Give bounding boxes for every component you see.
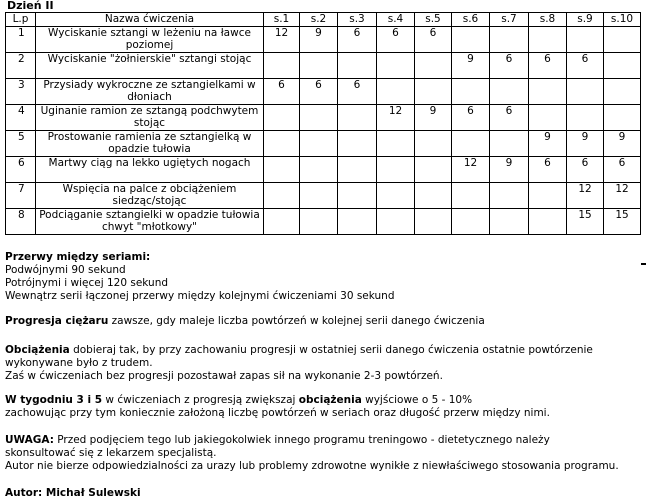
table-header-cell: s.1 bbox=[264, 13, 300, 27]
set-reps-cell bbox=[377, 157, 415, 183]
table-header-cell: s.10 bbox=[604, 13, 641, 27]
exercise-name: Wyciskanie "żołnierskie" sztangi stojąc bbox=[36, 53, 264, 79]
exercise-name: Wspięcia na palce z obciążeniem siedząc/stojąc bbox=[36, 183, 264, 209]
set-reps-cell: 6 bbox=[529, 157, 567, 183]
exercise-name: Przysiady wykroczne ze sztangielkami w dłoniach bbox=[36, 79, 264, 105]
set-reps-cell bbox=[264, 131, 300, 157]
week-mid: w ćwiczeniach z progresją zwiększaj bbox=[102, 394, 299, 406]
set-reps-cell bbox=[415, 53, 452, 79]
set-reps-cell: 6 bbox=[338, 79, 377, 105]
set-reps-cell: 6 bbox=[604, 157, 641, 183]
set-reps-cell: 6 bbox=[567, 157, 604, 183]
set-reps-cell bbox=[338, 105, 377, 131]
row-number: 7 bbox=[6, 183, 36, 209]
set-reps-cell bbox=[264, 183, 300, 209]
author: Autor: Michał Sulewski bbox=[5, 487, 141, 499]
breaks-line-1: Podwójnymi 90 sekund bbox=[5, 264, 126, 276]
set-reps-cell bbox=[300, 53, 338, 79]
table-row bbox=[6, 209, 641, 235]
table-row bbox=[6, 79, 641, 105]
exercise-name: Prostowanie ramienia ze sztangielką w opadzie tułowia bbox=[36, 131, 264, 157]
set-reps-cell bbox=[604, 27, 641, 53]
progression-label: Progresja ciężaru bbox=[5, 315, 109, 327]
row-number: 3 bbox=[6, 79, 36, 105]
set-reps-cell: 9 bbox=[490, 157, 529, 183]
set-reps-cell bbox=[415, 183, 452, 209]
set-reps-cell bbox=[300, 183, 338, 209]
table-row bbox=[6, 53, 641, 79]
set-reps-cell: 6 bbox=[490, 105, 529, 131]
table-header-cell: s.5 bbox=[415, 13, 452, 27]
set-reps-cell bbox=[529, 27, 567, 53]
week-line-1 bbox=[5, 394, 472, 406]
set-reps-cell bbox=[490, 131, 529, 157]
set-reps-cell bbox=[567, 105, 604, 131]
set-reps-cell bbox=[377, 79, 415, 105]
loads-label: Obciążenia bbox=[5, 344, 70, 356]
loads-text-1: dobieraj tak, by przy zachowaniu progresji w ostatniej serii danego ćwiczenia ostatnie powtórzenie bbox=[69, 344, 593, 356]
set-reps-cell: 6 bbox=[490, 53, 529, 79]
set-reps-cell: 9 bbox=[529, 131, 567, 157]
loads-line-1 bbox=[5, 344, 593, 356]
set-reps-cell bbox=[529, 183, 567, 209]
set-reps-cell bbox=[452, 209, 490, 235]
set-reps-cell bbox=[567, 79, 604, 105]
exercise-name: Uginanie ramion ze sztangą podchwytem stojąc bbox=[36, 105, 264, 131]
set-reps-cell: 6 bbox=[567, 53, 604, 79]
table-header-cell: Nazwa ćwiczenia bbox=[36, 13, 264, 27]
row-number: 1 bbox=[6, 27, 36, 53]
row-number: 4 bbox=[6, 105, 36, 131]
set-reps-cell: 9 bbox=[300, 27, 338, 53]
set-reps-cell: 12 bbox=[264, 27, 300, 53]
row-number: 5 bbox=[6, 131, 36, 157]
week-label-2: obciążenia bbox=[298, 394, 362, 406]
table-row bbox=[6, 105, 641, 131]
set-reps-cell bbox=[567, 27, 604, 53]
set-reps-cell: 6 bbox=[338, 27, 377, 53]
set-reps-cell bbox=[490, 79, 529, 105]
set-reps-cell: 12 bbox=[452, 157, 490, 183]
set-reps-cell bbox=[300, 209, 338, 235]
warning-line-1 bbox=[5, 434, 550, 446]
row-number: 2 bbox=[6, 53, 36, 79]
progression-paragraph bbox=[5, 315, 485, 327]
set-reps-cell bbox=[338, 209, 377, 235]
table-header-cell: s.7 bbox=[490, 13, 529, 27]
set-reps-cell: 6 bbox=[415, 27, 452, 53]
set-reps-cell: 6 bbox=[452, 105, 490, 131]
set-reps-cell bbox=[490, 183, 529, 209]
set-reps-cell bbox=[452, 27, 490, 53]
set-reps-cell: 9 bbox=[604, 131, 641, 157]
set-reps-cell bbox=[490, 27, 529, 53]
set-reps-cell: 12 bbox=[377, 105, 415, 131]
set-reps-cell bbox=[490, 209, 529, 235]
table-header-cell: s.3 bbox=[338, 13, 377, 27]
set-reps-cell bbox=[452, 131, 490, 157]
set-reps-cell: 12 bbox=[604, 183, 641, 209]
table-header-row bbox=[6, 13, 641, 27]
set-reps-cell: 12 bbox=[567, 183, 604, 209]
set-reps-cell bbox=[415, 131, 452, 157]
table-header-cell: s.8 bbox=[529, 13, 567, 27]
set-reps-cell: 6 bbox=[529, 53, 567, 79]
set-reps-cell bbox=[604, 105, 641, 131]
set-reps-cell bbox=[529, 209, 567, 235]
progression-text: zawsze, gdy maleje liczba powtórzeń w kolejnej serii danego ćwiczenia bbox=[108, 315, 485, 327]
row-number: 8 bbox=[6, 209, 36, 235]
set-reps-cell bbox=[338, 131, 377, 157]
set-reps-cell: 6 bbox=[264, 79, 300, 105]
exercise-name: Martwy ciąg na lekko ugiętych nogach bbox=[36, 157, 264, 183]
table-row bbox=[6, 27, 641, 53]
breaks-line-2: Potrójnymi i więcej 120 sekund bbox=[5, 277, 169, 289]
week-line-2: zachowując przy tym koniecznie założoną liczbę powtórzeń w seriach oraz długość przerw między nimi. bbox=[5, 407, 550, 419]
warning-label: UWAGA: bbox=[5, 434, 54, 446]
table-header-cell: L.p bbox=[6, 13, 36, 27]
set-reps-cell bbox=[415, 157, 452, 183]
set-reps-cell bbox=[338, 157, 377, 183]
set-reps-cell bbox=[300, 157, 338, 183]
set-reps-cell bbox=[452, 79, 490, 105]
table-row bbox=[6, 157, 641, 183]
week-label: W tygodniu 3 i 5 bbox=[5, 394, 103, 406]
set-reps-cell: 9 bbox=[452, 53, 490, 79]
margin-dash bbox=[641, 263, 646, 265]
warning-line-2: skonsultować się z lekarzem specjalistą. bbox=[5, 447, 217, 459]
set-reps-cell bbox=[415, 79, 452, 105]
set-reps-cell bbox=[604, 53, 641, 79]
day-title: Dzień II bbox=[7, 0, 54, 12]
set-reps-cell: 6 bbox=[377, 27, 415, 53]
week-tail: wyjściowe o 5 - 10% bbox=[361, 394, 473, 406]
set-reps-cell bbox=[264, 105, 300, 131]
table-header-cell: s.2 bbox=[300, 13, 338, 27]
warning-line-3: Autor nie bierze odpowiedzialności za urazy lub problemy zdrowotne wynikłe z niewłaściwego stosowania programu. bbox=[5, 460, 619, 472]
loads-line-3: Zaś w ćwiczeniach bez progresji pozostawał zapas sił na wykonanie 2-3 powtórzeń. bbox=[5, 370, 443, 382]
row-number: 6 bbox=[6, 157, 36, 183]
set-reps-cell bbox=[264, 53, 300, 79]
set-reps-cell bbox=[300, 105, 338, 131]
set-reps-cell bbox=[604, 79, 641, 105]
set-reps-cell: 6 bbox=[300, 79, 338, 105]
set-reps-cell bbox=[377, 53, 415, 79]
table-header-cell: s.9 bbox=[567, 13, 604, 27]
table-row bbox=[6, 183, 641, 209]
set-reps-cell: 9 bbox=[415, 105, 452, 131]
breaks-line-3: Wewnątrz serii łączonej przerwy między kolejnymi ćwiczeniami 30 sekund bbox=[5, 290, 395, 302]
exercise-name: Podciąganie sztangielki w opadzie tułowia chwyt "młotkowy" bbox=[36, 209, 264, 235]
exercise-name: Wyciskanie sztangi w leżeniu na ławce poziomej bbox=[36, 27, 264, 53]
set-reps-cell: 15 bbox=[567, 209, 604, 235]
set-reps-cell bbox=[300, 131, 338, 157]
set-reps-cell bbox=[452, 183, 490, 209]
table-row bbox=[6, 131, 641, 157]
set-reps-cell bbox=[377, 209, 415, 235]
set-reps-cell: 9 bbox=[567, 131, 604, 157]
set-reps-cell bbox=[415, 209, 452, 235]
exercise-table-body bbox=[6, 13, 641, 235]
set-reps-cell bbox=[529, 79, 567, 105]
set-reps-cell bbox=[529, 105, 567, 131]
set-reps-cell bbox=[264, 209, 300, 235]
set-reps-cell bbox=[377, 183, 415, 209]
set-reps-cell bbox=[338, 53, 377, 79]
set-reps-cell bbox=[264, 157, 300, 183]
set-reps-cell: 15 bbox=[604, 209, 641, 235]
warning-text-1: Przed podjęciem tego lub jakiegokolwiek innego programu treningowo - dietetycznego należy bbox=[53, 434, 550, 446]
table-header-cell: s.6 bbox=[452, 13, 490, 27]
table-header-cell: s.4 bbox=[377, 13, 415, 27]
exercise-table bbox=[5, 12, 641, 235]
breaks-title: Przerwy między seriami: bbox=[5, 251, 151, 263]
set-reps-cell bbox=[338, 183, 377, 209]
set-reps-cell bbox=[377, 131, 415, 157]
loads-line-2: wykonywane było z trudem. bbox=[5, 357, 153, 369]
